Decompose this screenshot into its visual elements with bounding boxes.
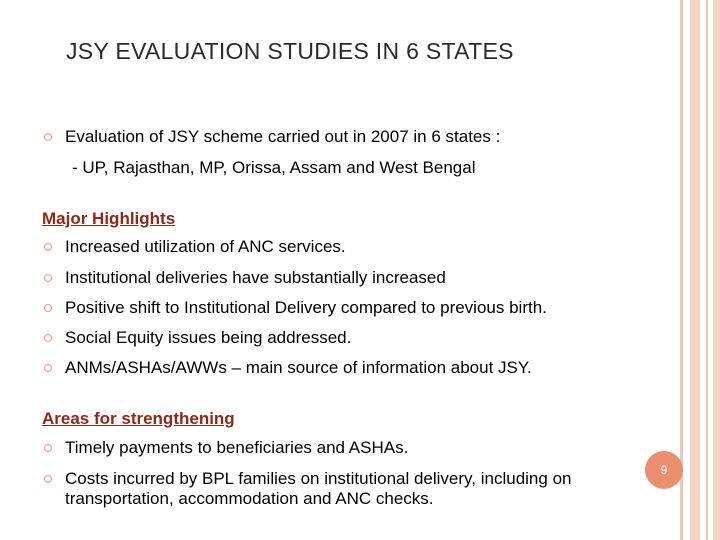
- bullet-icon: [44, 334, 52, 342]
- highlight-item: ANMs/ASHAs/AWWs – main source of information about JSY.: [65, 358, 532, 377]
- bullet-icon: [44, 274, 52, 282]
- bullet-icon: [44, 243, 52, 251]
- decorative-stripe: [713, 0, 720, 540]
- bullet-icon: [44, 364, 52, 372]
- major-highlights-heading: Major Highlights: [42, 209, 176, 228]
- page-number: 9: [645, 451, 683, 489]
- areas-for-strengthening-heading: Areas for strengthening: [42, 409, 235, 428]
- highlight-item: Increased utilization of ANC services.: [65, 237, 346, 256]
- bullet-icon: [44, 475, 52, 483]
- decorative-stripe: [680, 0, 683, 540]
- bullet-icon: [44, 444, 52, 452]
- strengthening-item: Timely payments to beneficiaries and ASHAs.: [65, 438, 409, 457]
- intro-bullet-text: Evaluation of JSY scheme carried out in 2007 in 6 states :: [65, 127, 501, 146]
- slide-title: JSY EVALUATION STUDIES IN 6 STATES: [66, 38, 514, 64]
- strengthening-item: Costs incurred by BPL families on institutional delivery, including on transportation, accommodation and ANC checks.: [65, 469, 572, 508]
- bullet-icon: [44, 304, 52, 312]
- decorative-stripe: [706, 0, 708, 540]
- intro-sub-text: - UP, Rajasthan, MP, Orissa, Assam and West Bengal: [72, 158, 476, 177]
- highlight-item: Positive shift to Institutional Delivery compared to previous birth.: [65, 298, 547, 317]
- highlight-item: Institutional deliveries have substantially increased: [65, 268, 446, 287]
- highlight-item: Social Equity issues being addressed.: [65, 328, 352, 347]
- decorative-stripe: [690, 0, 700, 540]
- bullet-icon: [44, 133, 52, 141]
